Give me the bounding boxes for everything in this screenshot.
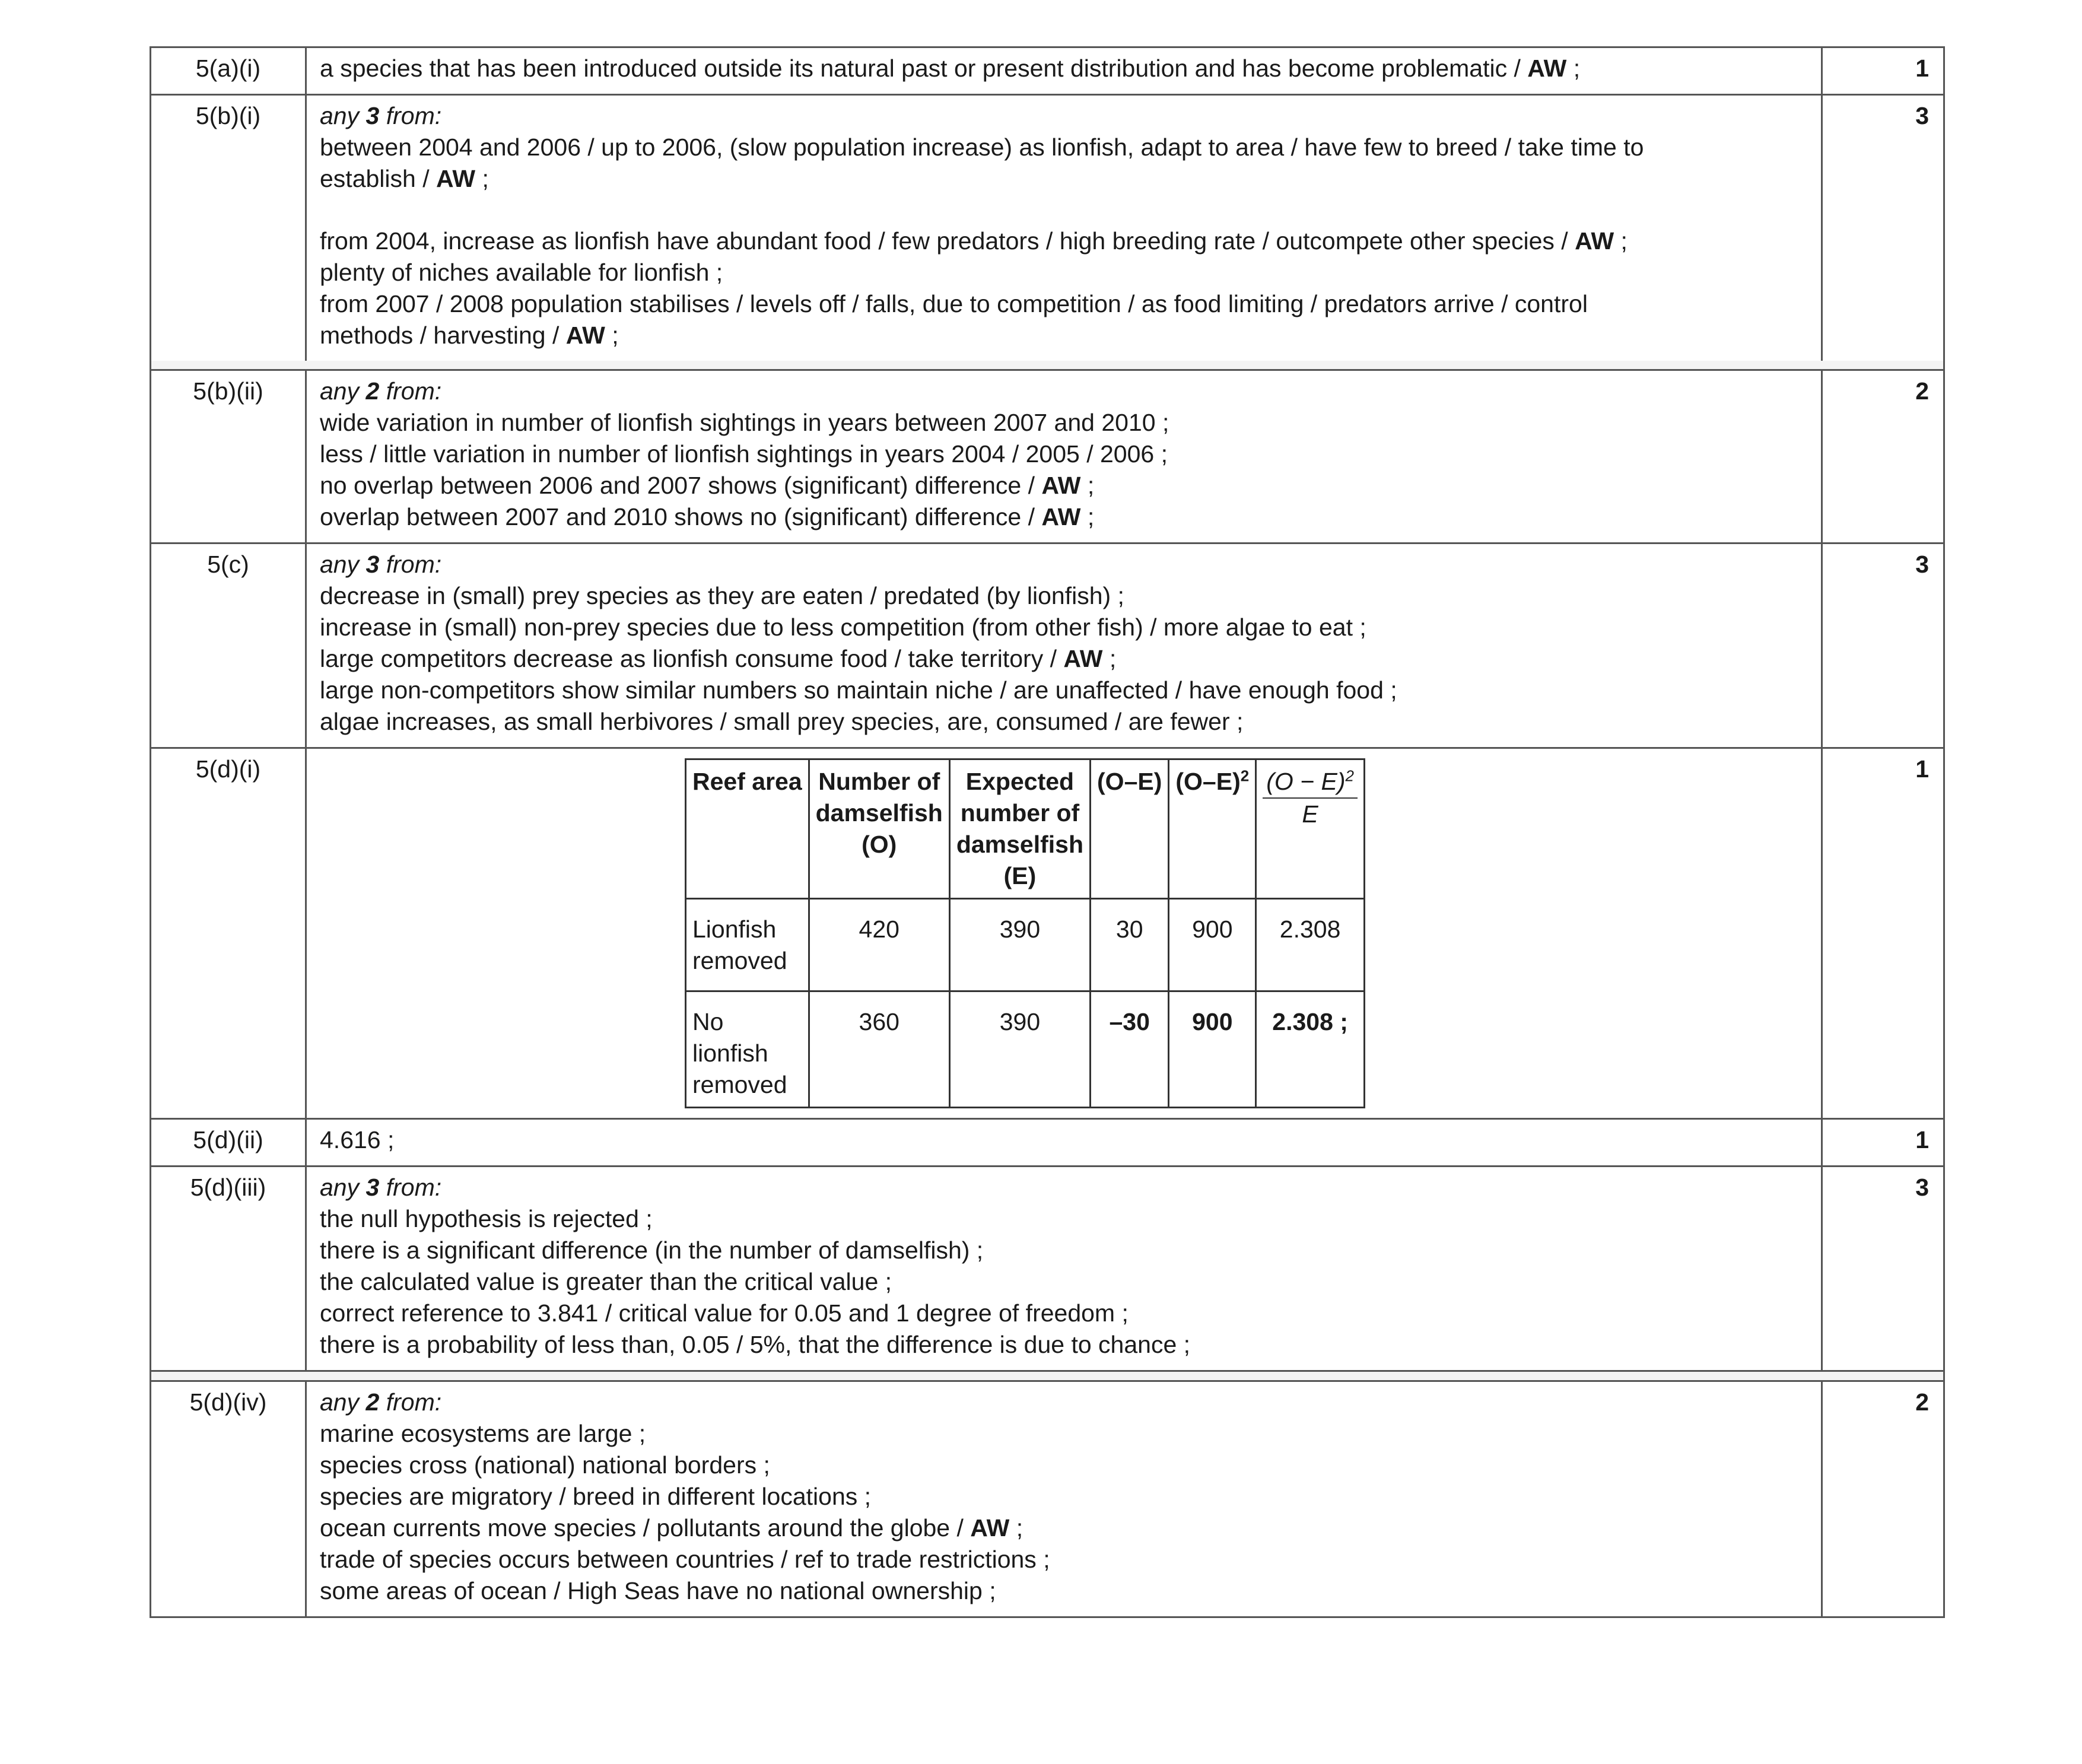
question-number: 5(d)(ii) (151, 1120, 307, 1165)
mark-scheme (150, 46, 1945, 1618)
mark-scheme-block-1 (150, 46, 1945, 361)
answer-line: no overlap between 2006 and 2007 shows (significant) difference / AW ; (320, 472, 1095, 499)
aw-marker: AW (1041, 472, 1081, 499)
header-difference: (O–E) (1091, 759, 1169, 899)
answer-cell (307, 1120, 1821, 1165)
answer-line: there is a significant difference (in the number of damselfish) ; (320, 1237, 984, 1264)
marks-cell: 1 (1821, 749, 1943, 1118)
table-row (686, 899, 1365, 991)
question-number: 5(d)(i) (151, 749, 307, 1118)
answer-line: species are migratory / breed in different locations ; (320, 1483, 872, 1510)
answer-line: correct reference to 3.841 / critical value for 0.05 and 1 degree of freedom ; (320, 1299, 1129, 1327)
answer-line: less / little variation in number of lionfish sightings in years 2004 / 2005 / 2006 ; (320, 440, 1168, 468)
mark-scheme-block-2 (150, 371, 1945, 1370)
aw-marker: AW (970, 1514, 1010, 1541)
answer-line: there is a probability of less than, 0.05 / 5%, that the difference is due to chance ; (320, 1331, 1191, 1358)
marks-cell: 2 (1821, 371, 1943, 542)
cell-chi-term: 2.308 ; (1256, 991, 1365, 1108)
question-number: 5(b)(ii) (151, 371, 307, 542)
answer-line: methods / harvesting / AW ; (320, 322, 619, 349)
answer-line: increase in (small) non-prey species due to less competition (from other fish) / more algae to eat ; (320, 614, 1366, 641)
row-5a-i (151, 48, 1943, 94)
cell-reef-area: Lionfish removed (686, 899, 809, 991)
cell-difference: –30 (1091, 991, 1169, 1108)
answer-line: overlap between 2007 and 2010 shows no (significant) difference / AW ; (320, 503, 1095, 530)
block-separator (150, 1370, 1945, 1382)
aw-marker: AW (1575, 227, 1614, 255)
header-reef-area: Reef area (686, 759, 809, 899)
answer-line: decrease in (small) prey species as they are eaten / predated (by lionfish) ; (320, 582, 1124, 609)
aw-marker: AW (436, 165, 476, 192)
answer-cell (307, 1382, 1821, 1616)
row-5b-i (151, 94, 1943, 361)
answer-line: algae increases, as small herbivores / small prey species, are, consumed / are fewer ; (320, 708, 1244, 735)
answer-end: ; (1573, 55, 1581, 82)
answer-lead: any 3 from: (320, 102, 442, 129)
answer-line: some areas of ocean / High Seas have no national ownership ; (320, 1577, 996, 1604)
cell-expected: 390 (949, 991, 1090, 1108)
header-difference-squared: $(O-E)^2$ (1169, 759, 1256, 899)
answer-cell (307, 371, 1821, 542)
answer-lead: any 2 from: (320, 1388, 442, 1416)
table-header-row (686, 759, 1365, 899)
row-5d-i (151, 747, 1943, 1118)
paragraph-gap (320, 195, 1809, 225)
header-observed: Number of damselfish (O) (809, 759, 949, 899)
marks-cell: 2 (1821, 1382, 1943, 1616)
question-number: 5(d)(iv) (151, 1382, 307, 1616)
aw-marker: AW (1041, 503, 1081, 530)
answer-line: large competitors decrease as lionfish consume food / take territory / AW ; (320, 645, 1117, 672)
cell-expected: 390 (949, 899, 1090, 991)
cell-observed: 420 (809, 899, 949, 991)
cell-observed: 360 (809, 991, 949, 1108)
answer-line: ocean currents move species / pollutants around the globe / AW ; (320, 1514, 1023, 1541)
block-separator (150, 361, 1945, 371)
cell-chi-term: 2.308 (1256, 899, 1365, 991)
answer-line: from 2007 / 2008 population stabilises / levels off / falls, due to competition / as food limiting / predators arrive / control (320, 290, 1588, 317)
answer-line: wide variation in number of lionfish sightings in years between 2007 and 2010 ; (320, 409, 1169, 436)
aw-marker: AW (565, 322, 605, 349)
aw-marker: AW (1063, 645, 1103, 672)
marks-cell: 1 (1821, 48, 1943, 94)
question-number: 5(b)(i) (151, 96, 307, 361)
answer-cell (307, 48, 1821, 94)
answer-lead: any 2 from: (320, 377, 442, 405)
marks-cell: 3 (1821, 1167, 1943, 1370)
aw-marker: AW (1527, 55, 1567, 82)
answer-line: the null hypothesis is rejected ; (320, 1205, 653, 1232)
cell-difference-squared: 900 (1169, 991, 1256, 1108)
row-5d-ii (151, 1118, 1943, 1165)
marks-cell: 3 (1821, 96, 1943, 361)
answer-cell (307, 1167, 1821, 1370)
answer-line: between 2004 and 2006 / up to 2006, (slow population increase) as lionfish, adapt to area / have few to breed / take time to (320, 134, 1644, 161)
header-chi-term (1256, 759, 1365, 899)
answer-cell (307, 544, 1821, 747)
table-row (686, 991, 1365, 1108)
marks-cell: 3 (1821, 544, 1943, 747)
answer-line: trade of species occurs between countries / ref to trade restrictions ; (320, 1546, 1050, 1573)
header-expected: Expected number of damselfish (E) (949, 759, 1090, 899)
answer-lead: any 3 from: (320, 1174, 442, 1201)
answer-line: establish / AW ; (320, 165, 489, 192)
answer-line: plenty of niches available for lionfish ; (320, 259, 723, 286)
question-number: 5(d)(iii) (151, 1167, 307, 1370)
row-5d-iii (151, 1165, 1943, 1370)
answer-cell (307, 749, 1821, 1118)
cell-reef-area: No lionfish removed (686, 991, 809, 1108)
answer-cell (307, 96, 1821, 361)
answer-text: a species that has been introduced outside its natural past or present distribution and has become problematic / (320, 55, 1521, 82)
marks-cell: 1 (1821, 1120, 1943, 1165)
answer-line: from 2004, increase as lionfish have abundant food / few predators / high breeding rate / outcompete other species / AW ; (320, 227, 1628, 255)
answer-line: species cross (national) national borders ; (320, 1451, 770, 1479)
answer-line: the calculated value is greater than the critical value ; (320, 1268, 892, 1295)
cell-difference-squared: 900 (1169, 899, 1256, 991)
question-number: 5(c) (151, 544, 307, 747)
question-number: 5(a)(i) (151, 48, 307, 94)
answer-lead: any 3 from: (320, 551, 442, 578)
answer-line: marine ecosystems are large ; (320, 1420, 646, 1447)
row-5c (151, 542, 1943, 747)
chi-squared-table (685, 758, 1365, 1108)
row-5b-ii (151, 371, 1943, 542)
cell-difference: 30 (1091, 899, 1169, 991)
mark-scheme-block-3 (150, 1382, 1945, 1618)
fraction: $\frac{(O - E)^2}{E}$ (1263, 766, 1358, 830)
answer-line: large non-competitors show similar numbers so maintain niche / are unaffected / have enough food ; (320, 676, 1397, 704)
answer-line: 4.616 ; (320, 1126, 395, 1153)
row-5d-iv (151, 1382, 1943, 1616)
